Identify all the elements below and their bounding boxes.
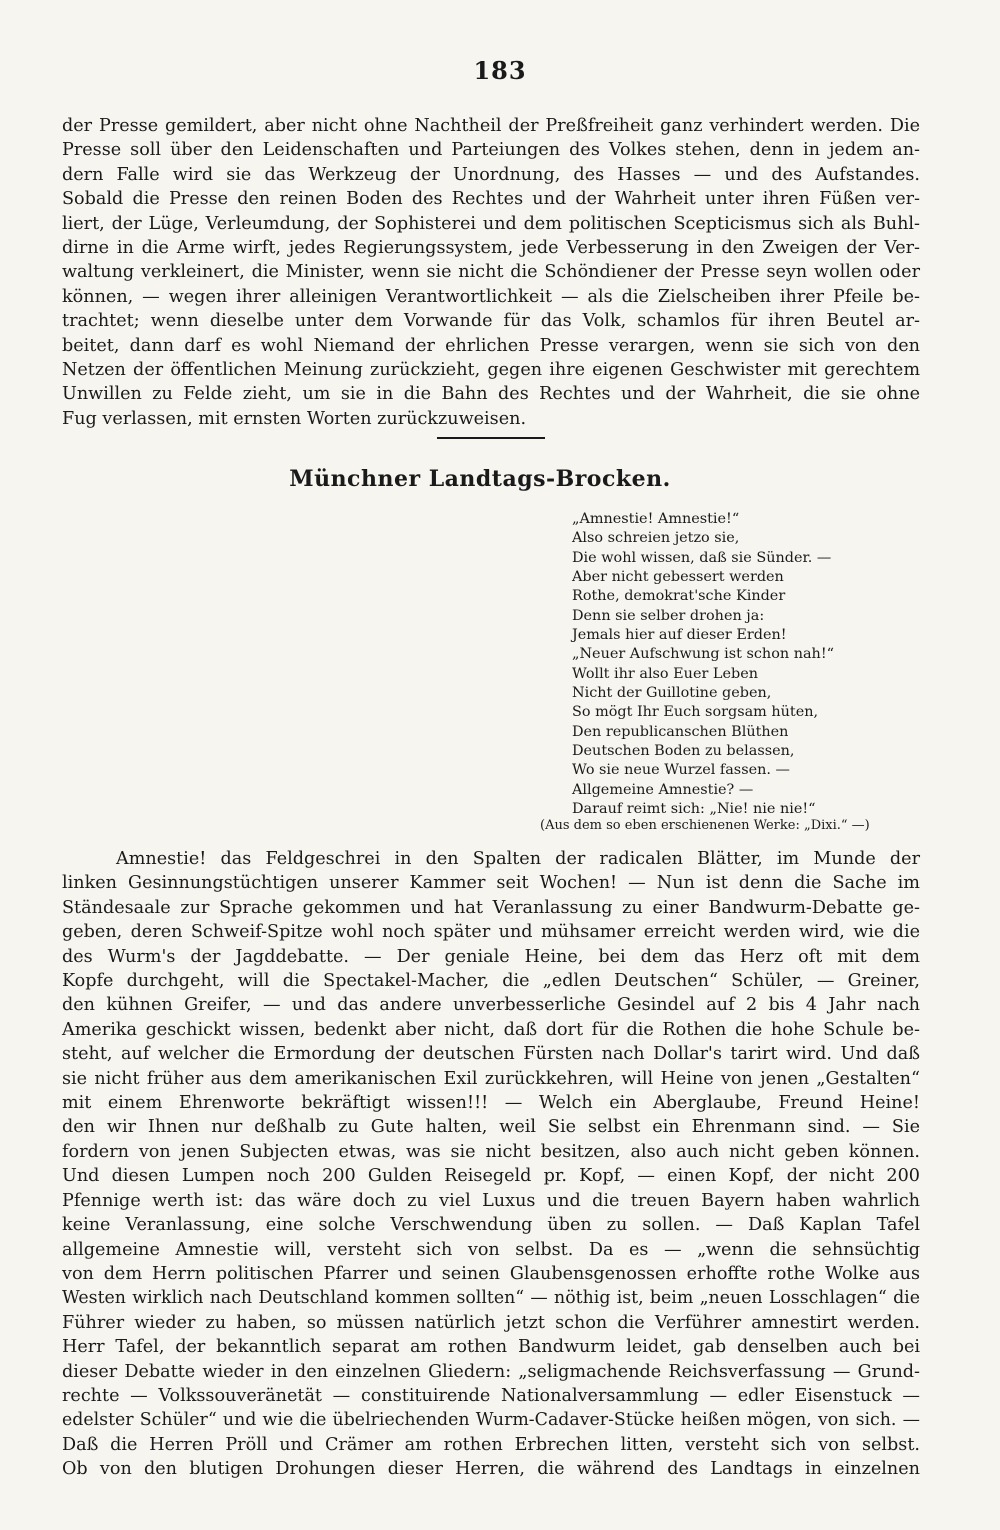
text-line: Westen wirklich nach Deutschland kommen sollten“ — nöthig ist, beim „neuen Losschlagen“ die — [62, 1288, 920, 1309]
text-line: Ständesaale zur Sprache gekommen und hat Veranlassung zu einer Bandwurm-Debatte ge- — [62, 897, 920, 918]
section-divider — [437, 437, 545, 439]
poem-line: Wollt ihr also Euer Leben — [572, 665, 758, 682]
text-line: edelster Schüler“ und wie die übelriechenden Wurm-Cadaver-Stücke heißen mögen, von sich. — — [62, 1410, 920, 1431]
poem-line: Nicht der Guillotine geben, — [572, 685, 772, 702]
text-line: den kühnen Greifer, — und das andere unverbesserliche Gesindel auf 2 bis 4 Jahr nach — [62, 995, 920, 1016]
text-line: sie nicht früher aus dem amerikanischen Exil zurückkehren, will Heine von jenen „Gestalten“ — [62, 1068, 920, 1089]
text-line: Unwillen zu Felde zieht, um sie in die Bahn des Rechtes und der Wahrheit, die sie ohne — [62, 384, 920, 405]
text-line: Pfennige werth ist: das wäre doch zu viel Luxus und die treuen Bayern haben wahrlich — [62, 1190, 920, 1211]
text-line: dirne in die Arme wirft, jedes Regierungssystem, jede Verbesserung in den Zweigen der Ver- — [62, 238, 920, 259]
text-line: steht, auf welcher die Ermordung der deutschen Fürsten nach Dollar's tarirt wird. Und daß — [62, 1044, 920, 1065]
paragraph-press-freedom — [62, 114, 920, 431]
text-line: trachtet; wenn dieselbe unter dem Vorwande für das Volk, schamlos für ihren Beutel ar- — [62, 311, 920, 332]
text-line: können, — wegen ihrer alleinigen Verantwortlichkeit — als die Zielscheiben ihrer Pfeile be- — [62, 286, 920, 307]
text-line: liert, der Lüge, Verleumdung, der Sophisterei und dem politischen Scepticismus sich als Buhl- — [62, 213, 920, 234]
text-line: Amerika geschickt wissen, bedenkt aber nicht, daß dort für die Rothen die hohe Schule be- — [62, 1019, 920, 1040]
poem-line: Also schreien jetzo sie, — [572, 530, 740, 547]
text-line: fordern von jenen Subjecten etwas, was sie nicht besitzen, also auch nicht geben können. — [62, 1141, 920, 1162]
text-line: Und diesen Lumpen noch 200 Gulden Reisegeld pr. Kopf, — einen Kopf, der nicht 200 — [62, 1166, 920, 1187]
poem-line: Jemals hier auf dieser Erden! — [572, 627, 787, 644]
poem-line: Denn sie selber drohen ja: — [572, 607, 765, 624]
poem-line: „Amnestie! Amnestie!“ — [572, 511, 740, 527]
paragraph-amnesty — [62, 847, 920, 1482]
text-line: von dem Herrn politischen Pfarrer und seinen Glaubensgenossen erhoffte rothe Wolke aus — [62, 1263, 920, 1284]
text-line: Fug verlassen, mit ernsten Worten zurückzuweisen. — [62, 408, 527, 429]
text-line: geben, deren Schweif-Spitze wohl noch später und mühsamer erreicht werden wird, wie die — [62, 922, 920, 943]
poem — [572, 510, 912, 820]
poem-line: Den republicanschen Blüthen — [572, 723, 789, 740]
text-line: Amnestie! das Feldgeschrei in den Spalten der radicalen Blätter, im Munde der — [116, 849, 920, 869]
text-line: dieser Debatte wieder in den einzelnen Gliedern: „seligmachende Reichsverfassung — Grund- — [62, 1361, 920, 1382]
text-line: des Wurm's der Jagddebatte. — Der geniale Heine, bei dem das Herz oft mit dem — [62, 946, 920, 967]
poem-line: Wo sie neue Wurzel fassen. — — [572, 762, 790, 779]
poem-line: Allgemeine Amnestie? — — [572, 781, 754, 798]
text-line: Daß die Herren Pröll und Crämer am rothen Erbrechen litten, versteht sich von selbst. — [62, 1434, 920, 1455]
text-line: mit einem Ehrenworte bekräftigt wissen!!! — Welch ein Aberglaube, Freund Heine! — [62, 1093, 920, 1114]
text-line: linken Gesinnungstüchtigen unserer Kammer seit Wochen! — Nun ist denn die Sache im — [62, 873, 920, 894]
page-number: 183 — [473, 56, 527, 85]
text-line: beitet, dann darf es wohl Niemand der ehrlichen Presse verargen, wenn sie sich von den — [62, 335, 920, 356]
text-line: waltung verkleinert, die Minister, wenn sie nicht die Schöndiener der Presse seyn wollen oder — [62, 262, 920, 283]
text-line: dern Falle wird sie das Werkzeug der Unordnung, des Hasses — und des Aufstandes. — [62, 164, 920, 185]
text-line: Netzen der öffentlichen Meinung zurückzieht, gegen ihre eigenen Geschwister mit gerechtem — [62, 360, 920, 381]
poem-line: „Neuer Aufschwung ist schon nah!“ — [572, 646, 834, 663]
poem-line: Rothe, demokrat'sche Kinder — [572, 588, 786, 605]
text-line: Führer wieder zu haben, so müssen natürlich jetzt schon die Verführer amnestirt werden. — [62, 1312, 920, 1333]
section-heading: Münchner Landtags-Brocken. — [289, 466, 671, 492]
text-line: Sobald die Presse den reinen Boden des Rechtes und der Wahrheit unter ihren Füßen ver- — [62, 189, 920, 210]
text-line: Kopfe durchgeht, will die Spectakel-Macher, die „edlen Deutschen“ Schüler, — Greiner, — [62, 971, 920, 992]
poem-line: Deutschen Boden zu belassen, — [572, 743, 795, 760]
poem-line: Aber nicht gebessert werden — [572, 569, 784, 586]
text-line: rechte — Volkssouveränetät — constituirende Nationalversammlung — edler Eisenstuck — — [62, 1385, 920, 1406]
poem-line: Die wohl wissen, daß sie Sünder. — — [572, 549, 832, 566]
poem-source: (Aus dem so eben erschienenen Werke: „Dixi.“ —) — [540, 818, 870, 833]
text-line: Presse soll über den Leidenschaften und Parteiungen des Volkes stehen, denn in jedem an- — [62, 140, 920, 161]
poem-line: Darauf reimt sich: „Nie! nie nie!“ — [572, 801, 816, 818]
text-line: allgemeine Amnestie will, versteht sich von selbst. Da es — „wenn die sehnsüchtig — [62, 1239, 920, 1260]
text-line: den wir Ihnen nur deßhalb zu Gute halten, weil Sie selbst ein Ehrenmann sind. — Sie — [62, 1117, 920, 1138]
text-line: Herr Tafel, der bekanntlich separat am rothen Bandwurm leidet, gab denselben auch bei — [62, 1337, 920, 1358]
text-line: keine Veranlassung, eine solche Verschwendung üben zu sollen. — Daß Kaplan Tafel — [62, 1215, 920, 1236]
text-line: der Presse gemildert, aber nicht ohne Nachtheil der Preßfreiheit ganz verhindert werden. Die — [62, 116, 920, 136]
text-line: Ob von den blutigen Drohungen dieser Herren, die während des Landtags in einzelnen — [62, 1459, 920, 1480]
poem-line: So mögt Ihr Euch sorgsam hüten, — [572, 704, 819, 721]
